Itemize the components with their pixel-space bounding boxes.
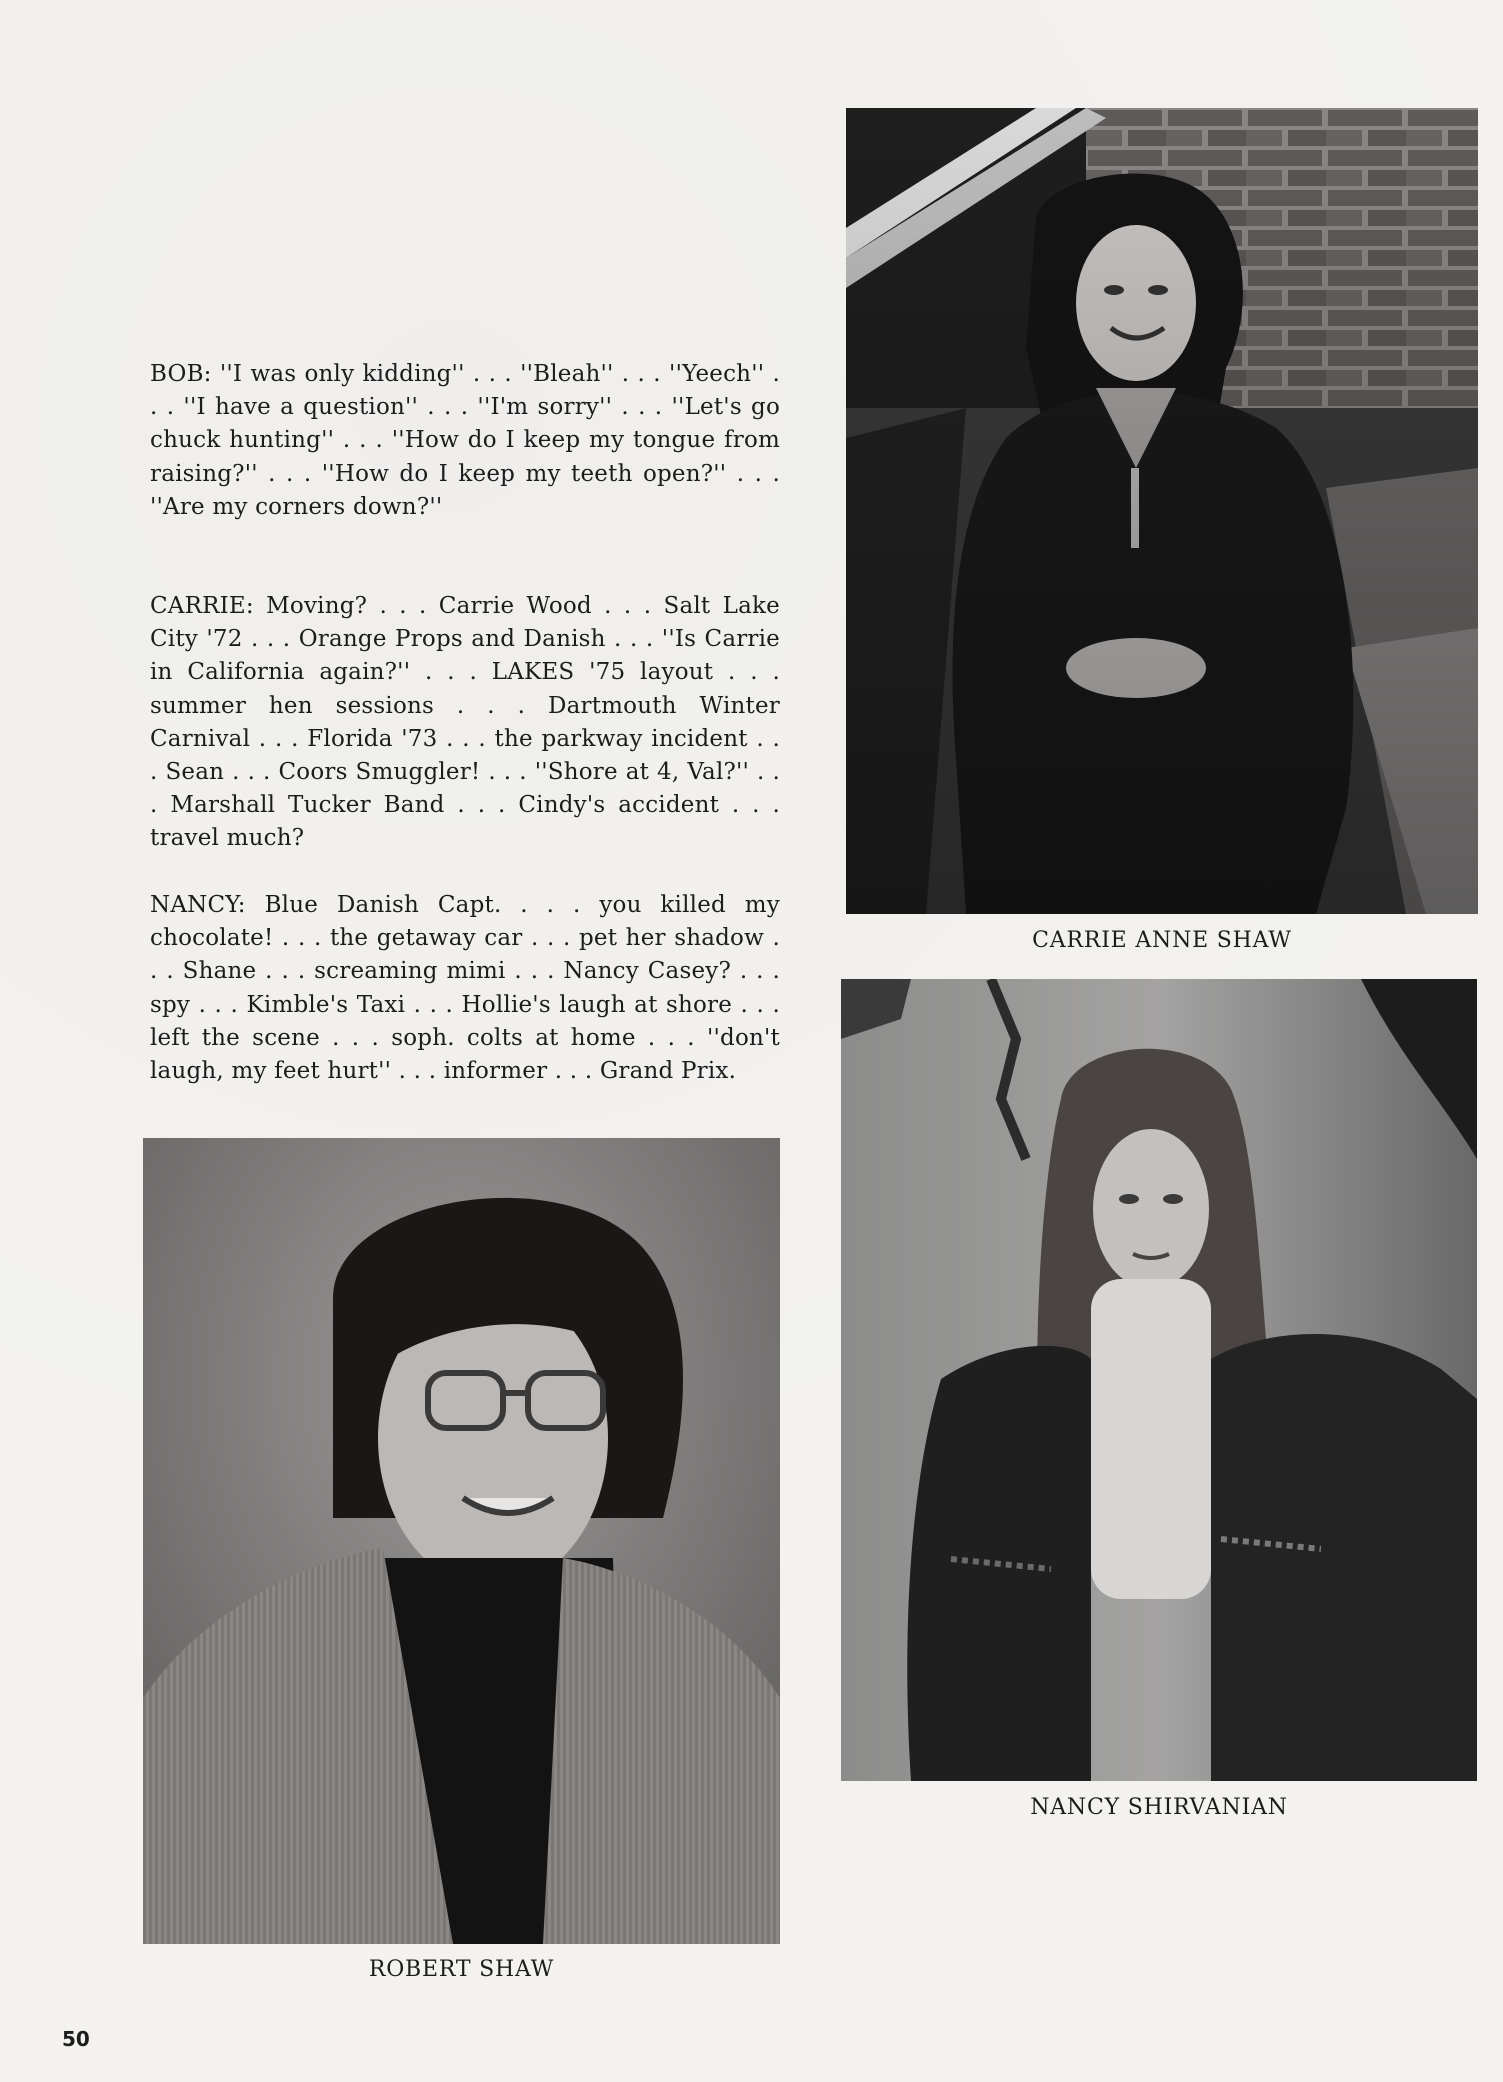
bob-quote-block: BOB: ''I was only kidding'' . . . ''Bleah'' . . . ''Yeech'' . . . ''I have a question'' . . . ''I'm sorry'' . . . ''Let's go chuck hunting'' . . . ''How do I keep my tongue from raising?'' . . . ''How do I keep my teeth open?'' . . . ''Are my corners down?'' [150,361,780,520]
nancy-name-caption: NANCY SHIRVANIAN [1030,1795,1288,1820]
carrie-name-caption: CARRIE ANNE SHAW [1032,928,1292,953]
carrie-portrait-photo [846,108,1478,914]
robert-photo-image [143,1138,780,1944]
carrie-photo-image [846,108,1478,914]
nancy-photo-image [841,979,1477,1781]
robert-name-caption: ROBERT SHAW [368,1957,555,1982]
robert-portrait-photo [143,1138,780,1944]
carrie-quote-block: CARRIE: Moving? . . . Carrie Wood . . . Salt Lake City '72 . . . Orange Props and Danish . . . ''Is Carrie in California again?'' . . . LAKES '75 layout . . . summer hen sessions . . . Dartmouth Winter Carnival . . . Florida '73 . . . the parkway incident . . . Sean . . . Coors Smuggler! . . . ''Shore at 4, Val?'' . . . Marshall Tucker Band . . . Cindy's accident . . . travel much? [150,593,780,852]
nancy-portrait-photo [841,979,1477,1781]
nancy-quote-block: NANCY: Blue Danish Capt. . . . you killed my chocolate! . . . the getaway car . . . pet her shadow . . . Shane . . . screaming mimi . . . Nancy Casey? . . . spy . . . Kimble's Taxi . . . Hollie's laugh at shore . . . left the scene . . . soph. colts at home . . . ''don't laugh, my feet hurt'' . . . informer . . . Grand Prix. [150,892,780,1085]
page-number: 50 [62,2027,90,2051]
